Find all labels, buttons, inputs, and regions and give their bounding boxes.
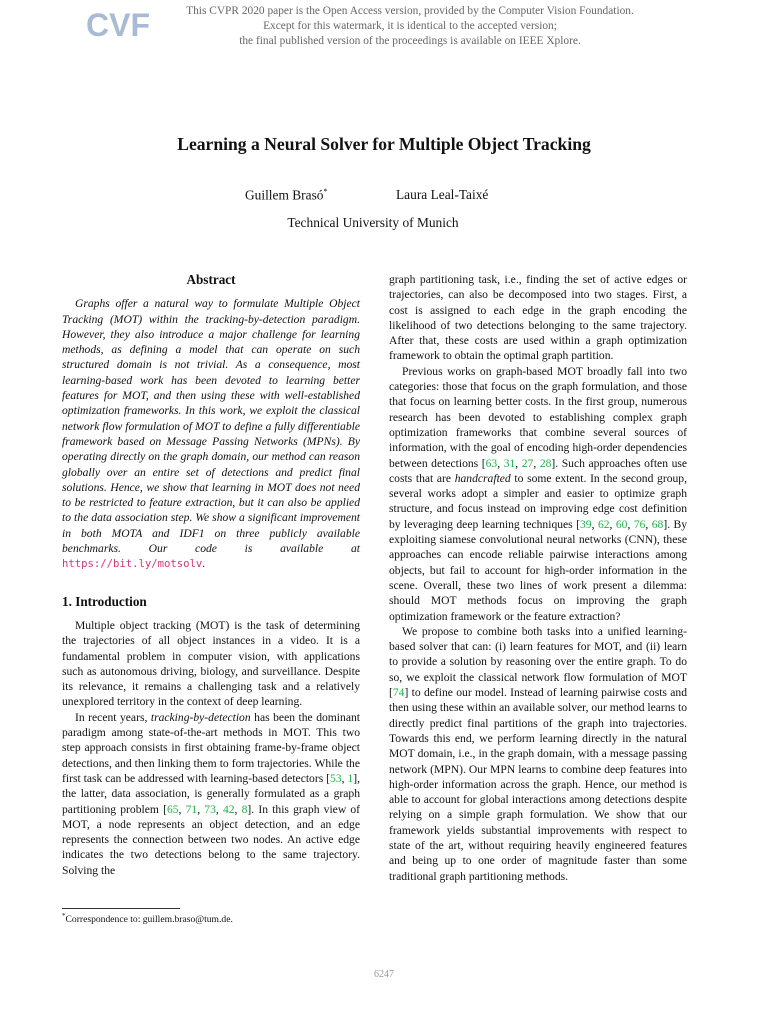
right-column [389,272,687,884]
code-link[interactable]: https://bit.ly/motsolv [62,558,203,571]
citation-link[interactable]: 53 [330,771,342,785]
abstract-end: . [202,557,206,571]
text: ], the latter, data association, is generally formulated as a graph partitioning problem [ [62,771,360,816]
citation-link[interactable]: 68 [651,517,664,531]
sep: , [215,802,223,816]
citation-link[interactable]: 71 [185,802,198,816]
citation-link[interactable]: 73 [204,802,216,816]
citation-link[interactable]: 42 [222,802,235,816]
emphasis: handcrafted [454,471,511,485]
paper-title: Learning a Neural Solver for Multiple Object Tracking [177,134,591,154]
sep: , [341,771,348,785]
watermark-line-1: This CVPR 2020 paper is the Open Access version, provided by the Computer Vision Foundation. [186,5,634,17]
text: ]. By exploiting siamese convolutional neural networks (CNN), these approaches can encode reliable pairwise interactions among objects, but fail to account for high-order information in the scene. Overall, these two lines of work present a dilemma: should MOT methods focus on improving the graph optimization framework or the feature extraction? [389,517,688,623]
emphasis: tracking-by-detection [150,710,251,724]
right-paragraph-2 [389,364,687,624]
citation-link[interactable]: 1 [347,771,354,785]
right-paragraph-3 [389,624,687,884]
text: We propose to combine both tasks into a unified learning-based solver that can: (i) learn features for MOT, and (ii) learn to provide a solution by reasoning over the entire graph. To do so, we exploit the classical network flow formulation of MOT [ [389,624,687,700]
sep: , [178,802,186,816]
text: ]. Such approaches often use costs that are [389,456,688,485]
author-first [245,187,327,203]
footnote-mark: * [62,912,66,920]
watermark-line-2: Except for this watermark, it is identical to the accepted version; [263,20,557,32]
abstract-text [62,296,360,572]
citation-link[interactable]: 65 [166,802,179,816]
cvf-logo-text: CVF [86,7,150,43]
section-heading-introduction: 1. Introduction [62,593,147,609]
citation-link[interactable]: 31 [503,456,516,470]
citation-link[interactable]: 63 [485,456,498,470]
abstract-heading: Abstract [186,272,236,287]
sep: , [627,517,634,531]
citation-link[interactable]: 8 [241,802,248,816]
text: In recent years, [75,710,151,724]
text: Previous works on graph-based MOT broadly fall into two categories: those that focus on the graph formulation, and those that focus on learning better costs. In the first group, numerous research has been devoted to establishing complex graph optimization frameworks that combine several sources of information, with the goal of encoding high-order dependencies between detections [ [389,364,687,470]
citation-link[interactable]: 28 [539,456,552,470]
abstract-body: Graphs offer a natural way to formulate Multiple Object Tracking (MOT) within the tracking-by-detection paradigm. However, they also introduce a major challenge for learning methods, as defining a model that can operate on such structured domain is not trivial. As a consequence, most learning-based work has been devoted to learning better features for MOT, and then using these with well-established optimization frameworks. In this work, we exploit the classical network flow formulation of MOT to define a fully differentiable framework based on Message Passing Networks (MPNs). By operating directly on the graph domain, our method can reason globally over an entire set of detections and predict final solutions. Hence, we show that learning in MOT does not need to be restricted to feature extraction, but it can also be applied to the data association step. We show a significant improvement in both MOTA and IDF1 on three publicly available benchmarks. Our code is available at [62,297,360,556]
footnote-text: Correspondence to: guillem.braso@tum.de. [65,914,233,926]
text: to some extent. In the second group, several works adopt a simpler and easier to optimize graph structure, and focus instead on improving edge cost definition by leveraging deep learning techniques [ [389,471,688,531]
sep: , [515,456,522,470]
footnote-rule [62,908,180,909]
citation-link[interactable]: 60 [615,517,628,531]
sep: , [533,456,540,470]
author-first-mark: * [323,187,328,196]
text: has been the dominant paradigm among state-of-the-art methods in MOT. This two step approach consists in first obtaining frame-by-frame object detections, and then linking them to form trajectories. While the first task can be addressed with learning-based detectors [ [62,710,360,785]
author-first-name: Guillem Brasó [245,187,324,203]
sep: , [234,802,242,816]
footnote [62,910,233,926]
sep: , [645,517,652,531]
cvf-logo [86,6,150,43]
citation-link[interactable]: 76 [633,517,646,531]
citation-link[interactable]: 74 [392,686,405,700]
sep: , [497,456,504,470]
intro-paragraph-2 [62,710,360,878]
author-second: Laura Leal-Taixé [396,187,489,202]
sep: , [609,517,616,531]
affiliation: Technical University of Munich [287,215,459,230]
page-number: 6247 [374,969,394,980]
sep: , [591,517,598,531]
citation-link[interactable]: 62 [597,517,610,531]
watermark-line-3: the final published version of the proceedings is available on IEEE Xplore. [239,35,581,47]
text: ]. In this graph view of MOT, a node represents an object detection, and an edge represents the connection between two nodes. An active edge indicates the two detections belong to the same trajectory. Solving the [62,802,361,877]
citation-link[interactable]: 27 [521,456,534,470]
left-column [62,272,360,878]
citation-link[interactable]: 39 [580,517,592,531]
text: ] to define our model. Instead of learning pairwise costs and then using these within an available solver, our method learns to directly predict final partitions of the graph into trajectories. Towards this end, we perform learning directly in the natural MOT domain, i.e., in the graph domain, with a message passing network (MPN). Our MPN learns to combine deep features into high-order information across the graph. Hence, our method is able to account for global interactions among detections despite relying on a simple graph formulation. We show that our framework yields substantial improvements with respect to state of the art, without requiring heavily engineered features and being up to one order of magnitude faster than some traditional graph partitioning methods. [389,686,688,883]
watermark [160,4,660,49]
right-paragraph-1: graph partitioning task, i.e., finding the set of active edges or trajectories, can also be decomposed into two stages. First, a cost is assigned to each edge in the graph encoding the likelihood of two detections belonging to the same trajectory. After that, these costs are used within a graph optimization framework to obtain the optimal graph partition. [389,273,687,363]
intro-paragraph-1: Multiple object tracking (MOT) is the task of determining the trajectories of all object instances in a video. It is a fundamental problem in computer vision, with applications such as autonomous driving, biology, and surveillance. Despite its relevance, it remains a challenging task and a relatively unexplored territory in the context of deep learning. [62,618,360,709]
sep: , [197,802,205,816]
